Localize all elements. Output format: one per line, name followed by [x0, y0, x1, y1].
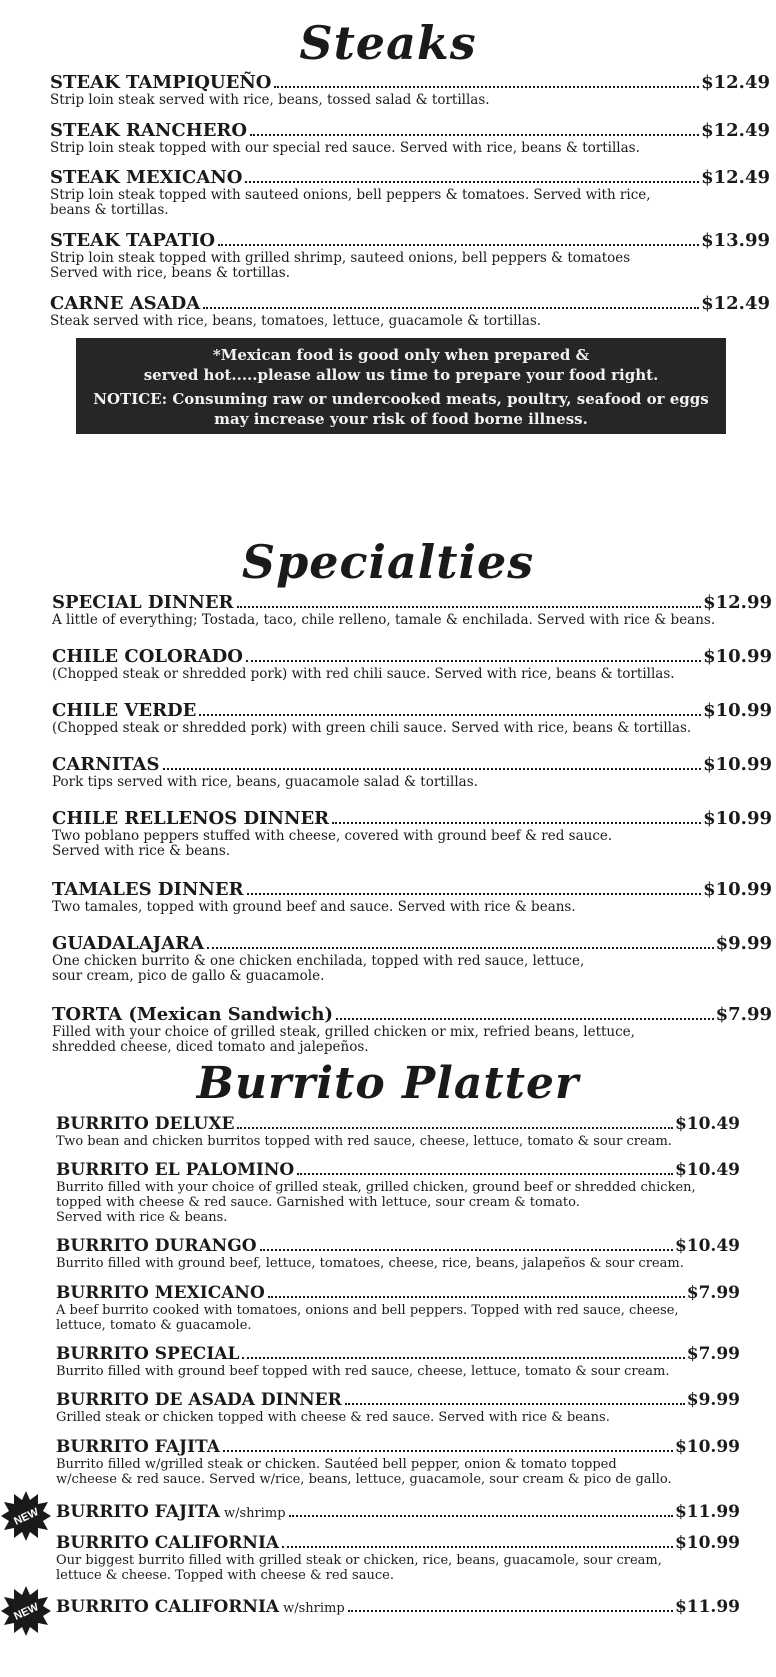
item-description: Strip loin steak topped with our special red sauce. Served with rice, beans & tortillas.	[50, 140, 640, 156]
item-name: BURRITO MEXICANO	[56, 1283, 265, 1303]
menu-item	[50, 230, 770, 281]
leader-dots	[297, 1173, 673, 1175]
menu-item	[56, 1597, 740, 1617]
menu-item	[56, 1437, 740, 1487]
leader-dots	[207, 947, 714, 949]
leader-dots	[246, 660, 701, 662]
item-description: A beef burrito cooked with tomatoes, onions and bell peppers. Topped with red sauce, cheese, lettuce, tomato & guacamole.	[56, 1303, 679, 1333]
starburst-icon	[0, 1490, 52, 1542]
item-name: CHILE VERDE	[52, 700, 197, 721]
menu-item	[52, 754, 772, 790]
menu-item	[56, 1283, 740, 1333]
item-price: $13.99	[701, 230, 770, 251]
menu-item	[52, 592, 772, 628]
specialties-title: Specialties	[241, 535, 535, 589]
item-description: Strip loin steak served with rice, beans, tossed salad & tortillas.	[50, 92, 490, 108]
item-name: CARNITAS	[52, 754, 160, 775]
steaks-title: Steaks	[299, 16, 477, 70]
leader-dots	[223, 1450, 673, 1452]
item-price: $12.99	[703, 592, 772, 613]
item-name: BURRITO SPECIAL	[56, 1344, 240, 1364]
menu-item	[52, 1004, 772, 1055]
menu-item	[50, 120, 770, 156]
menu-item	[56, 1160, 740, 1225]
item-name: BURRITO EL PALOMINO	[56, 1160, 295, 1180]
menu-item	[52, 700, 772, 736]
item-name	[56, 1597, 345, 1617]
item-description: Burrito filled with ground beef topped with red sauce, cheese, lettuce, tomato & sour cream.	[56, 1364, 670, 1379]
item-price: $10.99	[703, 754, 772, 775]
item-name: STEAK RANCHERO	[50, 120, 248, 141]
item-description: One chicken burrito & one chicken enchilada, topped with red sauce, lettuce, sour cream, pico de gallo & guacamole.	[52, 953, 585, 984]
leader-dots	[345, 1403, 685, 1405]
item-name: TAMALES DINNER	[52, 879, 244, 900]
burrito-platter-title: Burrito Platter	[196, 1058, 580, 1109]
item-price: $11.99	[674, 1597, 740, 1617]
item-name: BURRITO FAJITA	[56, 1437, 220, 1457]
leader-dots	[260, 1249, 673, 1251]
item-price: $10.99	[703, 700, 772, 721]
item-price: $12.49	[701, 167, 770, 188]
leader-dots	[268, 1296, 685, 1298]
item-name-suffix: w/shrimp	[283, 1601, 345, 1616]
leader-dots	[242, 1357, 684, 1359]
menu-item	[56, 1502, 740, 1522]
item-name: STEAK TAMPIQUEÑO	[50, 72, 272, 93]
menu-item	[50, 167, 770, 218]
item-description: A little of everything; Tostada, taco, chile relleno, tamale & enchilada. Served with rice & beans.	[52, 612, 716, 628]
item-name: BURRITO DE ASADA DINNER	[56, 1390, 342, 1410]
menu-item	[50, 293, 770, 329]
menu-item	[56, 1344, 740, 1379]
item-description: Filled with your choice of grilled steak, grilled chicken or mix, refried beans, lettuce, shredded cheese, diced tomato and jalepeños.	[52, 1024, 635, 1055]
starburst-icon	[0, 1585, 52, 1637]
item-price: $7.99	[686, 1344, 740, 1364]
item-price: $7.99	[715, 1004, 772, 1025]
item-description: Two tamales, topped with ground beef and sauce. Served with rice & beans.	[52, 899, 576, 915]
leader-dots	[237, 606, 702, 608]
item-price: $10.99	[674, 1437, 740, 1457]
notice-health-warning: NOTICE: Consuming raw or undercooked meats, poultry, seafood or eggs may increase your risk of food borne illness.	[93, 390, 709, 428]
item-name: BURRITO DELUXE	[56, 1114, 235, 1134]
item-price: $10.99	[703, 879, 772, 900]
item-description: Strip loin steak topped with sauteed onions, bell peppers & tomatoes. Served with rice, beans & tortillas.	[50, 187, 651, 218]
leader-dots	[282, 1546, 673, 1548]
item-name	[56, 1502, 286, 1522]
leader-dots	[348, 1610, 673, 1612]
leader-dots	[245, 181, 699, 183]
item-name-text: BURRITO CALIFORNIA	[56, 1597, 280, 1617]
item-description: (Chopped steak or shredded pork) with red chili sauce. Served with rice, beans & tortillas.	[52, 666, 675, 682]
menu-item	[56, 1114, 740, 1149]
item-price: $9.99	[715, 933, 772, 954]
leader-dots	[218, 244, 699, 246]
menu-item	[56, 1390, 740, 1425]
new-badge	[0, 1585, 52, 1637]
menu-item	[50, 72, 770, 108]
item-name: STEAK MEXICANO	[50, 167, 243, 188]
item-description: Burrito filled with your choice of grilled steak, grilled chicken, ground beef or shredded chicken, topped with cheese & red sauce. Garnished with lettuce, sour cream & tomato. Served with rice & beans.	[56, 1180, 696, 1225]
item-description: Burrito filled with ground beef, lettuce, tomatoes, cheese, rice, beans, jalapeños & sour cream.	[56, 1256, 684, 1271]
item-name: CHILE RELLENOS DINNER	[52, 808, 330, 829]
menu-item	[56, 1236, 740, 1271]
item-description: Strip loin steak topped with grilled shrimp, sauteed onions, bell peppers & tomatoes Served with rice, beans & tortillas.	[50, 250, 631, 281]
item-name: BURRITO DURANGO	[56, 1236, 257, 1256]
menu-item	[52, 933, 772, 984]
item-price: $10.99	[703, 808, 772, 829]
leader-dots	[247, 893, 702, 895]
leader-dots	[274, 86, 699, 88]
item-description: Grilled steak or chicken topped with cheese & red sauce. Served with rice & beans.	[56, 1410, 610, 1425]
item-description: Two poblano peppers stuffed with cheese, covered with ground beef & red sauce. Served with rice & beans.	[52, 828, 613, 859]
menu-item	[52, 646, 772, 682]
leader-dots	[163, 768, 702, 770]
item-name: CHILE COLORADO	[52, 646, 243, 667]
leader-dots	[203, 307, 699, 309]
item-description: Our biggest burrito filled with grilled steak or chicken, rice, beans, guacamole, sour cream, lettuce & cheese. Topped with cheese & red sauce.	[56, 1553, 662, 1583]
item-price: $9.99	[686, 1390, 740, 1410]
item-name: GUADALAJARA	[52, 933, 205, 954]
item-price: $10.49	[674, 1236, 740, 1256]
item-name: SPECIAL DINNER	[52, 592, 234, 613]
item-name: TORTA (Mexican Sandwich)	[52, 1004, 334, 1025]
leader-dots	[289, 1515, 673, 1517]
item-price: $10.49	[674, 1114, 740, 1134]
item-description: Burrito filled w/grilled steak or chicken. Sautéed bell pepper, onion & tomato topped w/cheese & red sauce. Served w/rice, beans, lettuce, guacamole, sour cream & pico de gallo.	[56, 1457, 672, 1487]
menu-item	[56, 1533, 740, 1583]
item-description: Steak served with rice, beans, tomatoes, lettuce, guacamole & tortillas.	[50, 313, 542, 329]
item-name-suffix: w/shrimp	[223, 1506, 286, 1521]
item-price: $10.99	[703, 646, 772, 667]
item-name: BURRITO CALIFORNIA	[56, 1533, 280, 1553]
leader-dots	[336, 1018, 714, 1020]
item-price: $10.49	[674, 1160, 740, 1180]
menu-item	[52, 808, 772, 859]
badge-label: NEW	[12, 1506, 41, 1528]
leader-dots	[332, 822, 701, 824]
badge-label: NEW	[12, 1601, 41, 1623]
item-name: STEAK TAPATIO	[50, 230, 216, 251]
item-price: $10.99	[674, 1533, 740, 1553]
notice-food-prep: *Mexican food is good only when prepared & served hot.....please allow us time to prepare your food right.	[143, 346, 659, 384]
item-description: Two bean and chicken burritos topped with red sauce, cheese, lettuce, tomato & sour cream.	[56, 1134, 672, 1149]
item-price: $11.99	[674, 1502, 740, 1522]
leader-dots	[199, 714, 701, 716]
leader-dots	[237, 1127, 672, 1129]
notice-box	[76, 338, 726, 434]
item-name: CARNE ASADA	[50, 293, 201, 314]
item-name-text: BURRITO FAJITA	[56, 1502, 220, 1522]
item-price: $12.49	[701, 293, 770, 314]
item-price: $12.49	[701, 120, 770, 141]
item-price: $7.99	[686, 1283, 740, 1303]
item-description: Pork tips served with rice, beans, guacamole salad & tortillas.	[52, 774, 478, 790]
new-badge	[0, 1490, 52, 1542]
leader-dots	[250, 134, 699, 136]
menu-item	[52, 879, 772, 915]
item-description: (Chopped steak or shredded pork) with green chili sauce. Served with rice, beans & tortillas.	[52, 720, 692, 736]
item-price: $12.49	[701, 72, 770, 93]
